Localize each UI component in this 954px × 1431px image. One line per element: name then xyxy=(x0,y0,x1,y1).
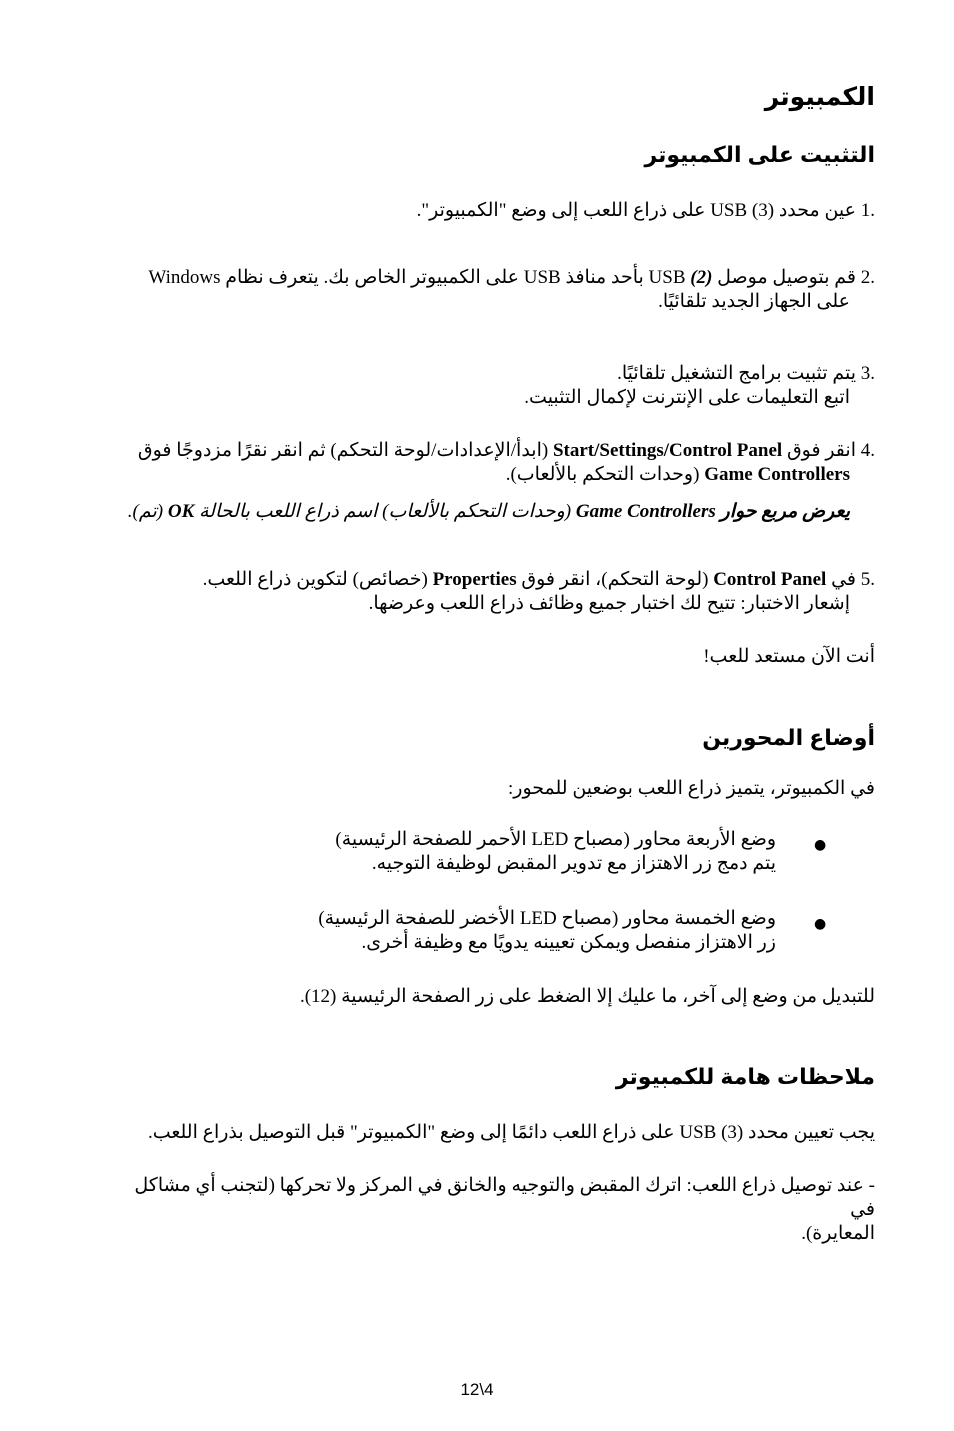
step-text-line2: على الجهاز الجديد تلقائيًا. xyxy=(658,291,850,312)
note-text: (تم). xyxy=(127,501,168,522)
note-text: يعرض مربع حوار xyxy=(715,501,850,522)
modes-switch-text: للتبديل من وضع إلى آخر، ما عليك إلا الضغط على زر الصفحة الرئيسية (12). xyxy=(299,986,875,1007)
step-text-line2: اتبع التعليمات على الإنترنت لإكمال التثبيت. xyxy=(524,387,850,408)
page-number: 12\4 xyxy=(460,1380,494,1399)
callout-number: (2) xyxy=(690,267,713,288)
step-text: عين محدد USB (3) على ذراع اللعب إلى وضع "الكمبيوتر". xyxy=(416,200,856,221)
notes-line: المعايرة). xyxy=(801,1223,875,1244)
step-number: .4 xyxy=(860,440,875,461)
install-step-2 xyxy=(118,266,875,314)
note-status: OK xyxy=(167,501,195,522)
step-text: (وحدات التحكم بالألعاب). xyxy=(505,464,705,485)
step-number: .5 xyxy=(860,569,875,590)
step-text: (خصائص) لتكوين ذراع اللعب. xyxy=(202,569,433,590)
step-text: بأحد منافذ USB على الكمبيوتر الخاص بك. يتعرف نظام Windows xyxy=(148,267,649,288)
step-text: في xyxy=(826,569,856,590)
install-step-5 xyxy=(203,568,875,616)
bullet-icon: ● xyxy=(814,916,827,932)
ready-text: أنت الآن مستعد للعب! xyxy=(703,646,875,667)
note-text: Game Controllers xyxy=(575,501,716,522)
step-text: (لوحة التحكم)، انقر فوق xyxy=(516,569,714,590)
notes-paragraph-1: يجب تعيين محدد USB (3) على ذراع اللعب دائمًا إلى وضع "الكمبيوتر" قبل التوصيل بذراع اللعب. xyxy=(147,1122,875,1143)
step-text: قم بتوصيل موصل USB xyxy=(648,267,856,288)
install-step-3 xyxy=(524,362,875,410)
control-name: Control Panel xyxy=(713,569,827,590)
install-heading: التثبيت على الكمبيوتر xyxy=(644,142,875,167)
mode-bullet-1 xyxy=(335,828,776,876)
install-step-4 xyxy=(118,439,875,487)
bullet-line: زر الاهتزاز منفصل ويمكن تعيينه يدويًا مع وظيفة أخرى. xyxy=(361,932,776,953)
menu-path: Start/Settings/Control Panel xyxy=(552,440,783,461)
step-number: .2 xyxy=(860,267,875,288)
modes-heading: أوضاع المحورين xyxy=(702,725,875,750)
bullet-line: يتم دمج زر الاهتزاز مع تدوير المقبض لوظيفة التوجيه. xyxy=(371,853,776,874)
install-step-1 xyxy=(417,199,875,223)
step-text: يتم تثبيت برامج التشغيل تلقائيًا. xyxy=(617,363,856,384)
control-name: Game Controllers xyxy=(704,464,850,485)
bullet-line: وضع الخمسة محاور (مصباح LED الأخضر للصفحة الرئيسية) xyxy=(318,908,776,929)
control-name: Properties xyxy=(432,569,517,590)
notes-line: - عند توصيل ذراع اللعب: اترك المقبض والتوجيه والخانق في المركز ولا تحركها (لتجنب أي مشاكل في xyxy=(134,1175,875,1220)
step-number: .1 xyxy=(860,200,875,221)
note-text: (وحدات التحكم بالألعاب) اسم ذراع اللعب بالحالة xyxy=(194,501,576,522)
mode-bullet-2 xyxy=(318,907,776,955)
step-text: انقر فوق xyxy=(782,440,856,461)
install-step-4-note xyxy=(118,500,850,524)
bullet-icon: ● xyxy=(814,837,827,853)
step-number: .3 xyxy=(860,363,875,384)
page-title: الكمبيوتر xyxy=(764,83,875,111)
step-text: (ابدأ/الإعدادات/لوحة التحكم) ثم انقر نقرًا مزدوجًا فوق xyxy=(137,440,553,461)
step-text-line2: إشعار الاختبار: تتيح لك اختبار جميع وظائف ذراع اللعب وعرضها. xyxy=(368,593,850,614)
notes-heading: ملاحظات هامة للكمبيوتر xyxy=(615,1064,875,1089)
notes-paragraph-2 xyxy=(118,1174,875,1246)
bullet-line: وضع الأربعة محاور (مصباح LED الأحمر للصفحة الرئيسية) xyxy=(335,829,776,850)
modes-intro: في الكمبيوتر، يتميز ذراع اللعب بوضعين للمحور: xyxy=(507,778,875,799)
